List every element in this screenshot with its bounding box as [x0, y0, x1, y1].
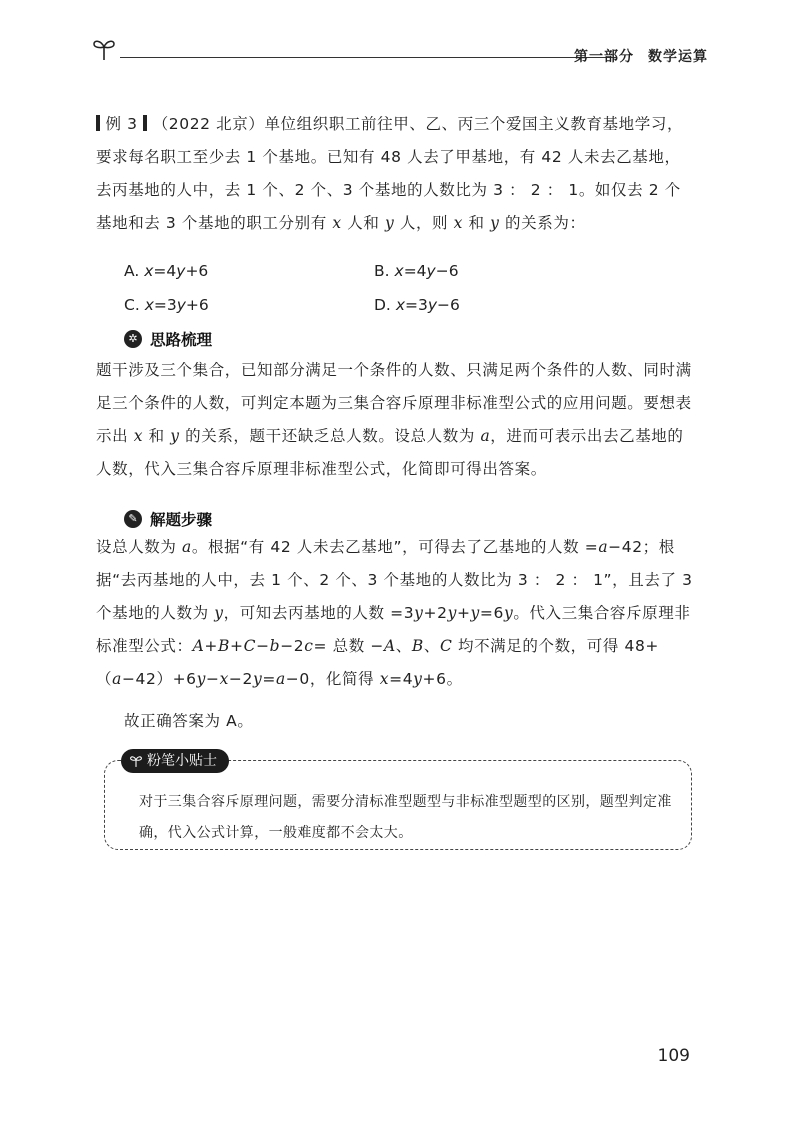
- solution-text: 设总人数为 a。根据“有 42 人未去乙基地”，可得去了乙基地的人数 =a−42；根据“去丙基地的人中，去 1 个、2 个、3 个基地的人数比为 3 ： 2 ： 1”，且去了 3 个基地的人数为 y，可知去丙基地的人数 =3y+2y+y=6y。代入三集合容斥原理非标准型公式：A+B+C−b−2c= 总数 −A、B、C 均不满足的个数，可得 48+（a−42）+6y−x−2y=a−0，化简得 x=4y+6。: [96, 538, 693, 688]
- analysis-heading: [124, 328, 212, 350]
- tips-label: [121, 749, 229, 773]
- gear-icon: ✲: [124, 330, 142, 348]
- option-d: D. x=3y−6: [374, 296, 460, 314]
- page-number: 109: [657, 1046, 690, 1066]
- analysis-title: 思路梳理: [150, 331, 213, 349]
- example-tag: 例 3: [105, 115, 138, 133]
- section-title: [574, 46, 708, 66]
- tips-text: 对于三集合容斥原理问题，需要分清标准型题型与非标准型题型的区别，题型判定准确，代入公式计算，一般难度都不会太大。: [139, 794, 672, 841]
- example-question: [96, 108, 694, 240]
- header-rule: [120, 57, 616, 58]
- solution-conclusion: 故正确答案为 A。: [124, 712, 254, 730]
- subject-label: 数学运算: [648, 49, 708, 65]
- tips-box: [104, 753, 692, 850]
- tips-title: 粉笔小贴士: [147, 753, 217, 769]
- answer-options: [124, 254, 624, 322]
- part-label: 第一部分: [574, 49, 634, 65]
- option-c: C. x=3y+6: [124, 296, 209, 314]
- page-header: [88, 30, 708, 70]
- tag-bar-left: [96, 115, 100, 131]
- example-text: （2022 北京）单位组织职工前往甲、乙、丙三个爱国主义教育基地学习，要求每名职工至少去 1 个基地。已知有 48 人去了甲基地，有 42 人未去乙基地，去丙基地的人中，去 1 个、2 个、3 个基地的人数比为 3 ： 2 ： 1。如仅去 2 个基地和去 3 个基地的职工分别有 x 人和 y 人，则 x 和 y 的关系为：: [96, 115, 684, 232]
- sprout-icon: [129, 754, 143, 768]
- analysis-text: 题干涉及三个集合，已知部分满足一个条件的人数、只满足两个条件的人数、同时满足三个条件的人数，可判定本题为三集合容斥原理非标准型公式的应用问题。要想表示出 x 和 y 的关系，题干还缺乏总人数。设总人数为 a，进而可表示出去乙基地的人数，代入三集合容斥原理非标准型公式，化简即可得出答案。: [96, 361, 692, 478]
- sprout-icon: [92, 36, 116, 62]
- option-b: B. x=4y−6: [374, 262, 459, 280]
- option-a: A. x=4y+6: [124, 262, 209, 280]
- tag-bar-right: [143, 115, 147, 131]
- solution-title: 解题步骤: [150, 511, 213, 529]
- solution-heading: [124, 508, 212, 530]
- steps-icon: ✎: [124, 510, 142, 528]
